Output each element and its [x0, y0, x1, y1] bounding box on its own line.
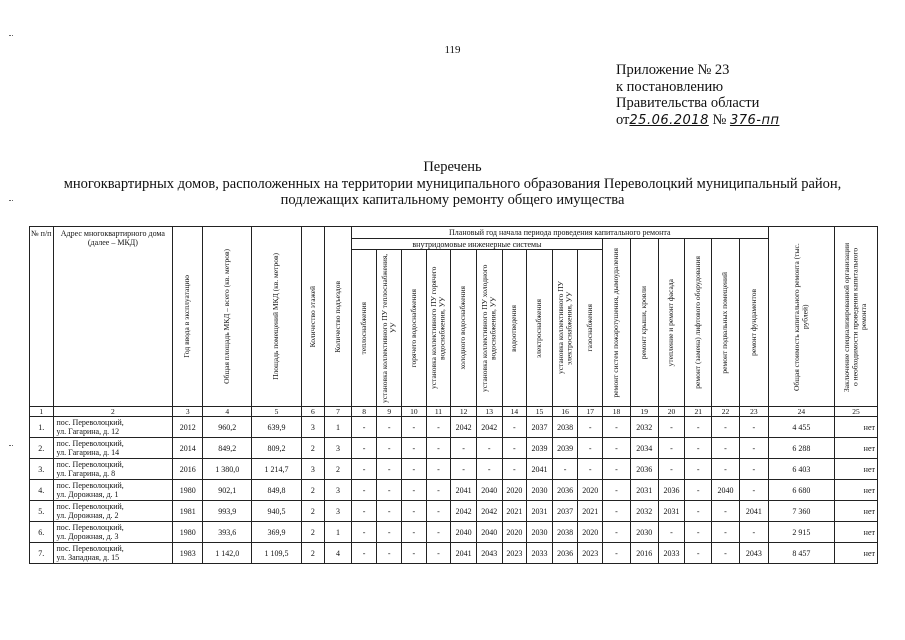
table-cell: 2020 — [502, 522, 527, 543]
column-number: 3 — [173, 407, 203, 417]
table-cell: 2040 — [712, 480, 740, 501]
table-cell: нет — [835, 543, 878, 564]
table-cell: - — [426, 480, 451, 501]
column-number: 18 — [603, 407, 631, 417]
margin-mark — [9, 35, 13, 36]
table-cell: 2016 — [173, 459, 203, 480]
table-cell: - — [712, 543, 740, 564]
row-number: 5. — [30, 501, 54, 522]
row-number: 3. — [30, 459, 54, 480]
table-row — [30, 459, 878, 480]
table-cell: 6 288 — [768, 438, 834, 459]
table-cell: - — [351, 459, 377, 480]
table-cell: 1 380,0 — [203, 459, 252, 480]
table-cell: 902,1 — [203, 480, 252, 501]
address-line-1: пос. Переволоцкий, — [56, 543, 124, 553]
table-cell: нет — [835, 480, 878, 501]
row-address — [53, 522, 173, 543]
header-address: Адрес многоквартирного дома (далее – МКД) — [53, 227, 173, 407]
table-cell: - — [402, 480, 427, 501]
title-line-1: Перечень — [423, 159, 482, 175]
table-cell: 7 360 — [768, 501, 834, 522]
table-cell: 2030 — [527, 522, 553, 543]
header-c19: ремонт крыши, кровли — [630, 239, 658, 407]
header-engineering-group: внутридомовые инженерные системы — [351, 239, 602, 250]
table-cell: 1 214,7 — [252, 459, 301, 480]
column-number-row — [30, 407, 878, 417]
address-line-2: ул. Дорожная, д. 2 — [56, 511, 119, 520]
table-cell: 2039 — [527, 438, 553, 459]
table-cell: 8 457 — [768, 543, 834, 564]
title-line-3: подлежащих капитальному ремонту общего имущества — [280, 192, 625, 208]
table-cell: - — [351, 417, 377, 438]
address-line-2: ул. Гагарина, д. 12 — [56, 427, 120, 436]
table-cell: 2042 — [451, 417, 477, 438]
header-c22: ремонт подвальных помещений — [712, 239, 740, 407]
address-line-2: ул. Дорожная, д. 3 — [56, 532, 119, 541]
table-cell: 2042 — [476, 501, 502, 522]
row-address — [53, 459, 173, 480]
table-cell: - — [658, 438, 685, 459]
header-total-cost: Общая стоимость капитального ремонта (тыс. рублей) — [768, 227, 834, 407]
row-number: 7. — [30, 543, 54, 564]
table-cell: - — [426, 459, 451, 480]
header-c13: установка коллективного ПУ холодного водоснабжения, УУ — [476, 250, 502, 407]
column-number: 21 — [685, 407, 712, 417]
table-cell: 2023 — [578, 543, 603, 564]
document-title — [0, 159, 905, 209]
table-cell: - — [685, 480, 712, 501]
table-cell: - — [476, 459, 502, 480]
number-sign: № — [712, 111, 727, 128]
address-line-2: ул. Дорожная, д. 1 — [56, 490, 119, 499]
table-cell: 2041 — [451, 480, 477, 501]
table-cell: 2042 — [476, 417, 502, 438]
table-cell: - — [712, 438, 740, 459]
table-cell: 3 — [325, 438, 352, 459]
address-line-2: ул. Западная, д. 15 — [56, 553, 120, 562]
table-cell: 2 — [301, 543, 325, 564]
table-cell: - — [426, 501, 451, 522]
table-cell: - — [351, 543, 377, 564]
table-cell: нет — [835, 417, 878, 438]
table-row — [30, 480, 878, 501]
appendix-line-2: к постановлению — [616, 78, 724, 95]
handwritten-number: 376-пп — [729, 112, 780, 128]
address-line-2: ул. Гагарина, д. 14 — [56, 448, 120, 457]
table-cell: - — [739, 522, 768, 543]
table-row — [30, 543, 878, 564]
table-cell: нет — [835, 438, 878, 459]
table-cell: - — [402, 543, 427, 564]
table-cell: - — [685, 543, 712, 564]
table-cell: 2 — [301, 438, 325, 459]
table-cell: - — [712, 501, 740, 522]
header-year-built: Год ввода в эксплуатацию — [173, 227, 203, 407]
column-number: 15 — [527, 407, 553, 417]
table-cell: - — [476, 438, 502, 459]
table-cell: - — [377, 522, 402, 543]
table-cell: - — [603, 417, 631, 438]
column-number: 23 — [739, 407, 768, 417]
header-floors: Количество этажей — [301, 227, 325, 407]
table-row — [30, 438, 878, 459]
table-cell: - — [739, 480, 768, 501]
table-cell: - — [603, 438, 631, 459]
column-number: 8 — [351, 407, 377, 417]
table-cell: 1980 — [173, 480, 203, 501]
margin-mark — [9, 445, 13, 446]
table-cell: 2039 — [552, 438, 578, 459]
table-cell: - — [351, 438, 377, 459]
table-cell: 2020 — [502, 480, 527, 501]
table-cell: - — [658, 459, 685, 480]
table-cell: 1 142,0 — [203, 543, 252, 564]
date-prefix: от — [616, 111, 630, 128]
table-cell: 2012 — [173, 417, 203, 438]
table-cell: 2041 — [739, 501, 768, 522]
table-cell: - — [552, 459, 578, 480]
table-cell: - — [658, 417, 685, 438]
table-cell: 2036 — [552, 480, 578, 501]
table-cell: - — [712, 417, 740, 438]
table-cell: - — [658, 522, 685, 543]
header-c20: утепление и ремонт фасада — [658, 239, 685, 407]
table-cell: - — [502, 417, 527, 438]
table-cell: 2031 — [630, 480, 658, 501]
row-address — [53, 438, 173, 459]
table-cell: - — [451, 438, 477, 459]
header-c15: электроснабжения — [527, 250, 553, 407]
column-number: 25 — [835, 407, 878, 417]
row-address — [53, 417, 173, 438]
row-address — [53, 501, 173, 522]
table-cell: 369,9 — [252, 522, 301, 543]
table-cell: - — [451, 459, 477, 480]
table-cell: 1 — [325, 522, 352, 543]
header-c23: ремонт фундаментов — [739, 239, 768, 407]
table-cell: - — [603, 480, 631, 501]
title-line-2: многоквартирных домов, расположенных на территории муниципального образования Переволоцкий муниципальный район, — [63, 175, 842, 192]
table-cell: 1981 — [173, 501, 203, 522]
table-cell: 6 403 — [768, 459, 834, 480]
column-number: 17 — [578, 407, 603, 417]
column-number: 22 — [712, 407, 740, 417]
table-cell: нет — [835, 501, 878, 522]
table-cell: 2032 — [630, 417, 658, 438]
table-cell: 2042 — [451, 501, 477, 522]
table-cell: - — [739, 459, 768, 480]
table-cell: 2014 — [173, 438, 203, 459]
table-cell: - — [685, 501, 712, 522]
column-number: 1 — [30, 407, 54, 417]
header-c17: газоснабжения — [578, 250, 603, 407]
table-cell: 849,2 — [203, 438, 252, 459]
table-cell: 1980 — [173, 522, 203, 543]
row-number: 2. — [30, 438, 54, 459]
table-row — [30, 522, 878, 543]
table-cell: - — [351, 501, 377, 522]
header-c16: установка коллективного ПУ электроснабжения, УУ — [552, 250, 578, 407]
table-cell: - — [603, 501, 631, 522]
table-cell: 2043 — [739, 543, 768, 564]
table-cell: - — [377, 438, 402, 459]
table-cell: 2 — [301, 480, 325, 501]
table-cell: 2021 — [502, 501, 527, 522]
header-planned-group: Плановый год начала периода проведения капитального ремонта — [351, 227, 768, 239]
table-cell: 2 915 — [768, 522, 834, 543]
header-c11: установка коллективного ПУ горячего водоснабжения, УУ — [426, 250, 451, 407]
table-cell: 2033 — [527, 543, 553, 564]
table-cell: нет — [835, 522, 878, 543]
page-number: 119 — [444, 44, 461, 56]
table-cell: 2 — [325, 459, 352, 480]
table-cell: - — [603, 459, 631, 480]
appendix-line-1: Приложение № 23 — [616, 62, 730, 78]
table-cell: - — [712, 459, 740, 480]
address-line-1: пос. Переволоцкий, — [56, 480, 124, 490]
table-cell: 2038 — [552, 417, 578, 438]
column-number: 16 — [552, 407, 578, 417]
table-cell: - — [712, 522, 740, 543]
table-cell: 2033 — [658, 543, 685, 564]
row-number: 1. — [30, 417, 54, 438]
table-cell: 2031 — [658, 501, 685, 522]
table-cell: 940,5 — [252, 501, 301, 522]
table-cell: - — [578, 459, 603, 480]
table-cell: 2 — [301, 501, 325, 522]
header-c9: установка коллективного ПУ теплоснабжения, УУ — [377, 250, 402, 407]
table-cell: 6 680 — [768, 480, 834, 501]
column-number: 4 — [203, 407, 252, 417]
table-cell: 2043 — [476, 543, 502, 564]
table-cell: - — [402, 522, 427, 543]
column-number: 14 — [502, 407, 527, 417]
table-cell: 2037 — [552, 501, 578, 522]
table-cell: 1 109,5 — [252, 543, 301, 564]
appendix-block — [616, 62, 779, 129]
table-cell: 2040 — [476, 522, 502, 543]
row-number: 4. — [30, 480, 54, 501]
table-cell: - — [351, 480, 377, 501]
table-cell: 3 — [325, 480, 352, 501]
table-cell: - — [377, 480, 402, 501]
table-cell: - — [578, 438, 603, 459]
table-cell: 3 — [301, 459, 325, 480]
table-cell: - — [685, 459, 712, 480]
table-cell: 2041 — [451, 543, 477, 564]
header-c21: ремонт (замена) лифтового оборудования — [685, 239, 712, 407]
header-premises-area: Площадь помещений МКД (кв. метров) — [252, 227, 301, 407]
header-conclusion: Заключение специализированной организации о необходимости проведения капитального ремонта — [835, 227, 878, 407]
table-cell: 3 — [301, 417, 325, 438]
table-cell: 2036 — [552, 543, 578, 564]
table-cell: 2041 — [527, 459, 553, 480]
appendix-line-4 — [616, 112, 779, 130]
row-address — [53, 480, 173, 501]
repair-table — [29, 226, 878, 564]
table-cell: 4 — [325, 543, 352, 564]
table-cell: 2016 — [630, 543, 658, 564]
table-row — [30, 501, 878, 522]
column-number: 19 — [630, 407, 658, 417]
table-cell: 1983 — [173, 543, 203, 564]
table-cell: 2023 — [502, 543, 527, 564]
table-cell: нет — [835, 459, 878, 480]
header-c18: ремонт систем пожаротушения, дымоудаления — [603, 239, 631, 407]
table-cell: - — [502, 459, 527, 480]
column-number: 6 — [301, 407, 325, 417]
table-cell: - — [351, 522, 377, 543]
table-cell: 3 — [325, 501, 352, 522]
table-cell: - — [685, 417, 712, 438]
address-line-1: пос. Переволоцкий, — [56, 501, 124, 511]
table-cell: 639,9 — [252, 417, 301, 438]
table-cell: 2038 — [552, 522, 578, 543]
table-cell: - — [685, 438, 712, 459]
table-cell: 2 — [301, 522, 325, 543]
table-cell: 2040 — [476, 480, 502, 501]
table-cell: - — [685, 522, 712, 543]
address-line-1: пос. Переволоцкий, — [56, 522, 124, 532]
table-cell: - — [739, 417, 768, 438]
column-number: 10 — [402, 407, 427, 417]
header-c12: холодного водоснабжения — [451, 250, 477, 407]
header-c10: горячего водоснабжения — [402, 250, 427, 407]
table-cell: - — [426, 417, 451, 438]
table-cell: - — [377, 501, 402, 522]
table-cell: - — [603, 543, 631, 564]
table-cell: 2032 — [630, 501, 658, 522]
appendix-line-3: Правительства области — [616, 95, 760, 111]
address-line-1: пос. Переволоцкий, — [56, 438, 124, 448]
table-cell: - — [402, 501, 427, 522]
column-number: 12 — [451, 407, 477, 417]
table-cell: 2020 — [578, 480, 603, 501]
row-number: 6. — [30, 522, 54, 543]
header-no: № п/п — [30, 227, 54, 407]
column-number: 20 — [658, 407, 685, 417]
table-cell: 2037 — [527, 417, 553, 438]
table-cell: 2031 — [527, 501, 553, 522]
table-cell: 849,8 — [252, 480, 301, 501]
header-c8: теплоснабжения — [351, 250, 377, 407]
column-number: 5 — [252, 407, 301, 417]
table-cell: - — [426, 543, 451, 564]
table-cell: 2036 — [630, 459, 658, 480]
table-cell: - — [739, 438, 768, 459]
table-cell: 2021 — [578, 501, 603, 522]
column-number: 24 — [768, 407, 834, 417]
column-number: 11 — [426, 407, 451, 417]
table-cell: - — [578, 417, 603, 438]
table-cell: - — [377, 417, 402, 438]
table-cell: 2030 — [630, 522, 658, 543]
address-line-1: пос. Переволоцкий, — [56, 459, 124, 469]
address-line-2: ул. Гагарина, д. 8 — [56, 469, 116, 478]
table-cell: 1 — [325, 417, 352, 438]
column-number: 9 — [377, 407, 402, 417]
handwritten-date: 25.06.2018 — [629, 112, 709, 128]
table-cell: 2036 — [658, 480, 685, 501]
table-cell: - — [377, 459, 402, 480]
table-cell: - — [402, 417, 427, 438]
table-cell: - — [402, 438, 427, 459]
table-cell: 2040 — [451, 522, 477, 543]
table-cell: 2020 — [578, 522, 603, 543]
table-cell: - — [603, 522, 631, 543]
table-cell: - — [402, 459, 427, 480]
header-entrances: Количество подъездов — [325, 227, 352, 407]
table-cell: 809,2 — [252, 438, 301, 459]
table-cell: 4 455 — [768, 417, 834, 438]
table-row — [30, 417, 878, 438]
table-cell: - — [377, 543, 402, 564]
row-address — [53, 543, 173, 564]
table-cell: 2034 — [630, 438, 658, 459]
column-number: 7 — [325, 407, 352, 417]
table-cell: 2030 — [527, 480, 553, 501]
table-cell: - — [502, 438, 527, 459]
table-cell: 993,9 — [203, 501, 252, 522]
header-total-area: Общая площадь МКД – всего (кв. метров) — [203, 227, 252, 407]
table-cell: 960,2 — [203, 417, 252, 438]
address-line-1: пос. Переволоцкий, — [56, 417, 124, 427]
table-cell: - — [426, 438, 451, 459]
header-c14: водоотведения — [502, 250, 527, 407]
table-cell: 393,6 — [203, 522, 252, 543]
column-number: 2 — [53, 407, 173, 417]
table-cell: - — [426, 522, 451, 543]
column-number: 13 — [476, 407, 502, 417]
